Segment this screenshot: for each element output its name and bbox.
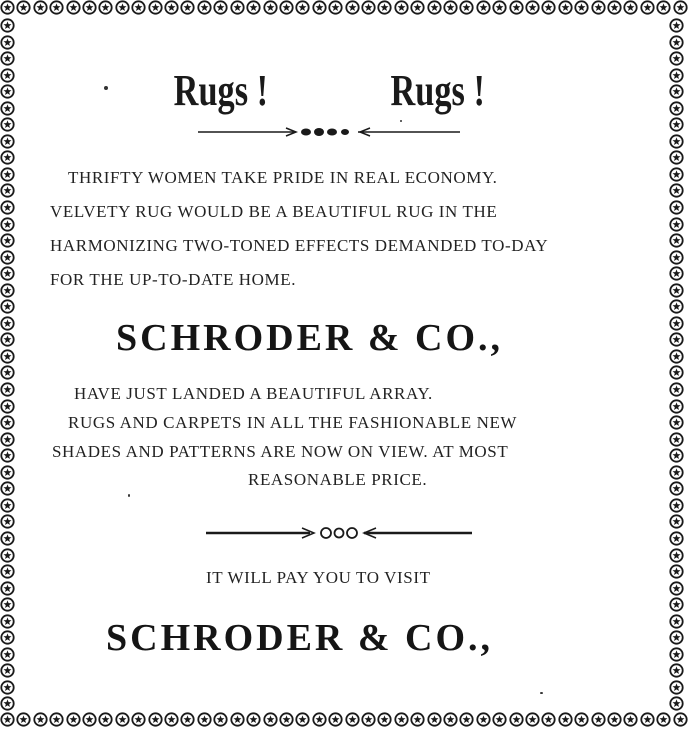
star-ornament-icon	[377, 0, 392, 15]
star-ornament-icon	[669, 183, 684, 198]
star-ornament-icon	[49, 0, 64, 15]
star-ornament-icon	[0, 233, 15, 248]
star-ornament-icon	[669, 332, 684, 347]
advertisement	[20, 20, 668, 710]
intro-line-2: VELVETY RUG WOULD BE A BEAUTIFUL RUG IN THE	[50, 202, 498, 221]
star-ornament-icon	[230, 0, 245, 15]
headline-right: Rugs !	[390, 66, 485, 115]
star-ornament-icon	[0, 481, 15, 496]
star-ornament-icon	[33, 0, 48, 15]
star-ornament-icon	[213, 712, 228, 727]
ink-speck	[400, 120, 402, 122]
body-line-2: RUGS AND CARPETS IN ALL THE FASHIONABLE NEW	[68, 413, 518, 432]
star-ornament-icon	[669, 68, 684, 83]
star-ornament-icon	[607, 712, 622, 727]
star-ornament-icon	[541, 0, 556, 15]
star-ornament-icon	[591, 0, 606, 15]
star-ornament-icon	[669, 498, 684, 513]
star-ornament-icon	[623, 712, 638, 727]
star-ornament-icon	[669, 349, 684, 364]
star-ornament-icon	[328, 0, 343, 15]
star-ornament-icon	[295, 0, 310, 15]
star-ornament-icon	[0, 663, 15, 678]
star-ornament-icon	[98, 0, 113, 15]
star-ornament-icon	[164, 0, 179, 15]
star-ornament-icon	[0, 614, 15, 629]
star-ornament-icon	[640, 0, 655, 15]
star-ornament-icon	[0, 712, 15, 727]
star-ornament-icon	[669, 117, 684, 132]
star-ornament-icon	[669, 614, 684, 629]
star-ornament-icon	[16, 0, 31, 15]
star-ornament-icon	[131, 712, 146, 727]
scroll-rule-icon	[206, 524, 472, 542]
star-ornament-icon	[197, 0, 212, 15]
star-ornament-icon	[394, 0, 409, 15]
star-ornament-icon	[394, 712, 409, 727]
star-ornament-icon	[66, 712, 81, 727]
star-ornament-icon	[0, 101, 15, 116]
star-ornament-icon	[0, 84, 15, 99]
star-ornament-icon	[0, 283, 15, 298]
star-ornament-icon	[669, 548, 684, 563]
visit-line: IT WILL PAY YOU TO VISIT	[206, 568, 431, 587]
star-ornament-icon	[669, 663, 684, 678]
star-ornament-icon	[669, 481, 684, 496]
star-ornament-icon	[0, 415, 15, 430]
star-ornament-icon	[669, 233, 684, 248]
star-ornament-icon	[459, 0, 474, 15]
star-ornament-icon	[669, 299, 684, 314]
star-ornament-icon	[459, 712, 474, 727]
star-ornament-icon	[410, 712, 425, 727]
star-ornament-icon	[669, 167, 684, 182]
star-ornament-icon	[0, 18, 15, 33]
star-ornament-icon	[0, 514, 15, 529]
star-ornament-icon	[669, 51, 684, 66]
star-ornament-icon	[443, 712, 458, 727]
star-ornament-icon	[0, 35, 15, 50]
star-ornament-icon	[115, 0, 130, 15]
star-ornament-icon	[0, 581, 15, 596]
ink-speck	[128, 494, 130, 497]
star-ornament-icon	[673, 712, 688, 727]
star-ornament-icon	[541, 712, 556, 727]
star-ornament-icon	[525, 712, 540, 727]
star-ornament-icon	[669, 200, 684, 215]
star-ornament-icon	[558, 712, 573, 727]
star-ornament-icon	[0, 448, 15, 463]
star-ornament-icon	[427, 712, 442, 727]
star-ornament-icon	[669, 382, 684, 397]
star-ornament-icon	[0, 0, 15, 15]
star-ornament-icon	[669, 35, 684, 50]
star-ornament-icon	[509, 0, 524, 15]
star-ornament-icon	[16, 712, 31, 727]
star-ornament-icon	[0, 250, 15, 265]
star-ornament-icon	[574, 0, 589, 15]
star-ornament-icon	[558, 0, 573, 15]
star-ornament-icon	[0, 117, 15, 132]
star-ornament-icon	[509, 712, 524, 727]
star-ornament-icon	[0, 597, 15, 612]
star-ornament-icon	[0, 382, 15, 397]
star-ornament-icon	[0, 548, 15, 563]
star-ornament-icon	[0, 332, 15, 347]
firm-name-primary: SCHRODER & CO.,	[116, 317, 504, 359]
star-ornament-icon	[0, 150, 15, 165]
star-ornament-icon	[0, 167, 15, 182]
star-ornament-icon	[345, 0, 360, 15]
scroll-rule-icon	[198, 124, 460, 140]
star-ornament-icon	[669, 217, 684, 232]
star-ornament-icon	[669, 101, 684, 116]
star-ornament-icon	[669, 531, 684, 546]
star-ornament-icon	[82, 712, 97, 727]
star-ornament-icon	[377, 712, 392, 727]
star-ornament-icon	[574, 712, 589, 727]
star-ornament-icon	[476, 712, 491, 727]
star-ornament-icon	[345, 712, 360, 727]
border-top	[0, 0, 688, 18]
star-ornament-icon	[0, 316, 15, 331]
star-ornament-icon	[66, 0, 81, 15]
star-ornament-icon	[0, 465, 15, 480]
star-ornament-icon	[607, 0, 622, 15]
headline-left: Rugs !	[173, 66, 269, 115]
star-ornament-icon	[669, 84, 684, 99]
star-ornament-icon	[131, 0, 146, 15]
star-ornament-icon	[669, 399, 684, 414]
star-ornament-icon	[669, 514, 684, 529]
star-ornament-icon	[492, 712, 507, 727]
star-ornament-icon	[328, 712, 343, 727]
star-ornament-icon	[279, 712, 294, 727]
intro-line-1: THRIFTY WOMEN TAKE PRIDE IN REAL ECONOMY.	[68, 168, 498, 187]
star-ornament-icon	[164, 712, 179, 727]
star-ornament-icon	[0, 531, 15, 546]
star-ornament-icon	[33, 712, 48, 727]
star-ornament-icon	[246, 0, 261, 15]
star-ornament-icon	[246, 712, 261, 727]
star-ornament-icon	[669, 432, 684, 447]
star-ornament-icon	[180, 712, 195, 727]
star-ornament-icon	[443, 0, 458, 15]
star-ornament-icon	[669, 630, 684, 645]
star-ornament-icon	[669, 150, 684, 165]
star-ornament-icon	[0, 217, 15, 232]
star-ornament-icon	[656, 712, 671, 727]
star-ornament-icon	[623, 0, 638, 15]
star-ornament-icon	[0, 630, 15, 645]
star-ornament-icon	[669, 647, 684, 662]
star-ornament-icon	[669, 415, 684, 430]
intro-line-4: FOR THE UP-TO-DATE HOME.	[50, 270, 297, 289]
star-ornament-icon	[279, 0, 294, 15]
star-ornament-icon	[0, 183, 15, 198]
star-ornament-icon	[0, 68, 15, 83]
star-ornament-icon	[82, 0, 97, 15]
star-ornament-icon	[230, 712, 245, 727]
star-ornament-icon	[213, 0, 228, 15]
star-ornament-icon	[263, 712, 278, 727]
star-ornament-icon	[0, 51, 15, 66]
star-ornament-icon	[669, 134, 684, 149]
star-ornament-icon	[669, 448, 684, 463]
star-ornament-icon	[0, 432, 15, 447]
star-ornament-icon	[591, 712, 606, 727]
star-ornament-icon	[669, 564, 684, 579]
star-ornament-icon	[673, 0, 688, 15]
border-bottom	[0, 712, 688, 730]
star-ornament-icon	[640, 712, 655, 727]
body-line-4: REASONABLE PRICE.	[248, 470, 428, 489]
star-ornament-icon	[197, 712, 212, 727]
ink-speck	[540, 692, 543, 694]
border-left	[0, 18, 18, 712]
star-ornament-icon	[49, 712, 64, 727]
star-ornament-icon	[312, 0, 327, 15]
star-ornament-icon	[0, 647, 15, 662]
star-ornament-icon	[669, 250, 684, 265]
star-ornament-icon	[295, 712, 310, 727]
star-ornament-icon	[656, 0, 671, 15]
star-ornament-icon	[312, 712, 327, 727]
border-right	[669, 18, 687, 712]
intro-line-3: HARMONIZING TWO-TONED EFFECTS DEMANDED TO-DAY	[50, 236, 549, 255]
star-ornament-icon	[492, 0, 507, 15]
star-ornament-icon	[669, 18, 684, 33]
firm-name-secondary: SCHRODER & CO.,	[106, 617, 494, 659]
star-ornament-icon	[361, 0, 376, 15]
star-ornament-icon	[669, 696, 684, 711]
star-ornament-icon	[0, 696, 15, 711]
star-ornament-icon	[98, 712, 113, 727]
star-ornament-icon	[0, 680, 15, 695]
star-ornament-icon	[669, 581, 684, 596]
star-ornament-icon	[669, 283, 684, 298]
body-line-3: SHADES AND PATTERNS ARE NOW ON VIEW. AT MOST	[52, 442, 509, 461]
star-ornament-icon	[669, 266, 684, 281]
star-ornament-icon	[0, 498, 15, 513]
star-ornament-icon	[0, 564, 15, 579]
star-ornament-icon	[0, 266, 15, 281]
star-ornament-icon	[180, 0, 195, 15]
star-ornament-icon	[427, 0, 442, 15]
star-ornament-icon	[669, 680, 684, 695]
star-ornament-icon	[0, 134, 15, 149]
ink-speck	[104, 86, 108, 90]
star-ornament-icon	[148, 0, 163, 15]
star-ornament-icon	[0, 200, 15, 215]
star-ornament-icon	[115, 712, 130, 727]
star-ornament-icon	[361, 712, 376, 727]
star-ornament-icon	[0, 299, 15, 314]
star-ornament-icon	[476, 0, 491, 15]
star-ornament-icon	[410, 0, 425, 15]
star-ornament-icon	[669, 365, 684, 380]
star-ornament-icon	[148, 712, 163, 727]
star-ornament-icon	[0, 349, 15, 364]
star-ornament-icon	[263, 0, 278, 15]
star-ornament-icon	[0, 399, 15, 414]
star-ornament-icon	[669, 316, 684, 331]
star-ornament-icon	[525, 0, 540, 15]
star-ornament-icon	[0, 365, 15, 380]
body-line-1: HAVE JUST LANDED A BEAUTIFUL ARRAY.	[74, 384, 433, 403]
star-ornament-icon	[669, 465, 684, 480]
star-ornament-icon	[669, 597, 684, 612]
